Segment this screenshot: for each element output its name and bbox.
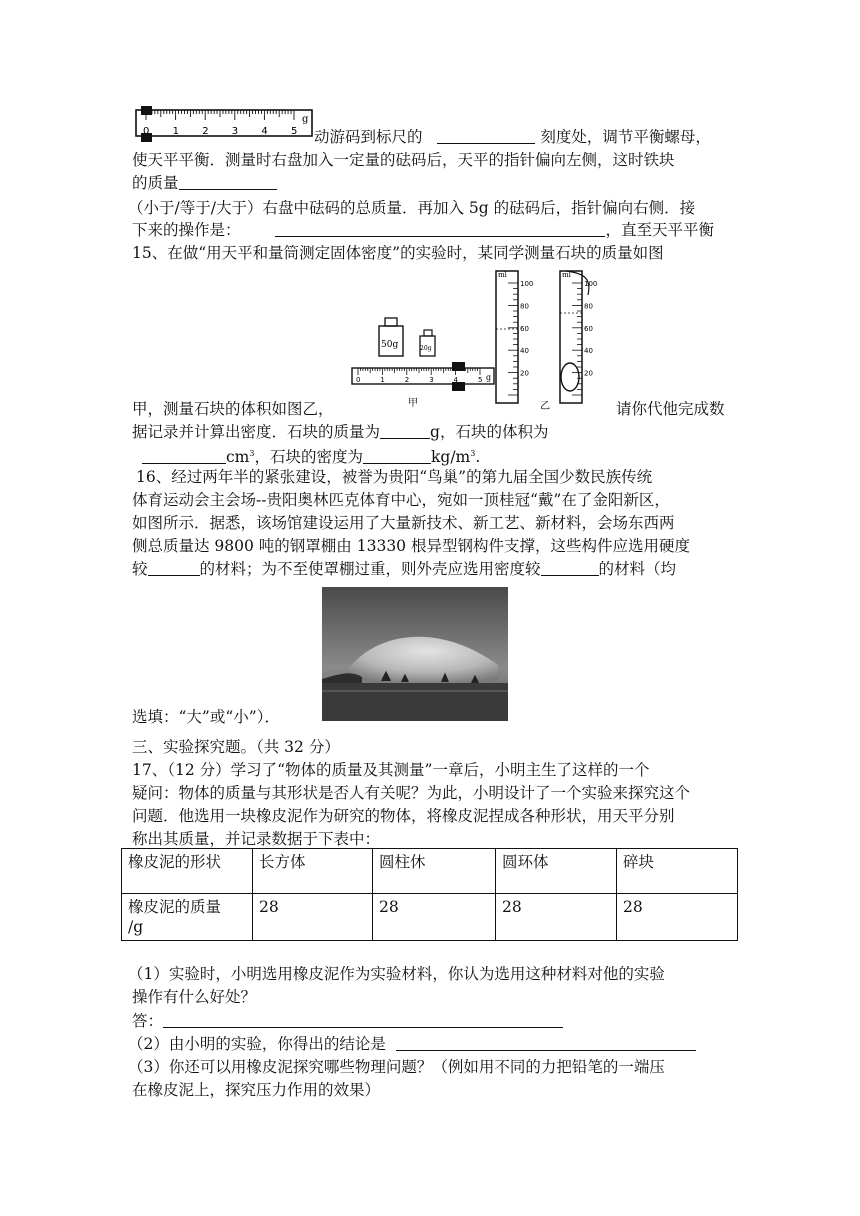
clay-mass-table (121, 848, 738, 941)
stadium-photo (322, 587, 508, 721)
scale-tick-label: 2 (404, 376, 410, 384)
cylinder-tick-label: 80 (520, 302, 529, 311)
table-cell: 长方体 (253, 849, 373, 894)
q16-line3: 如图所示．据悉，该场馆建设运用了大量新技术、新工艺、新材料，会场东西两 (132, 514, 675, 532)
ruler-tick-label: 2 (202, 126, 209, 137)
q14-line4: （小于/等于/大于）右盘中砝码的总质量．再加入 5g 的砝码后，指针偏向右侧．接 (128, 199, 696, 217)
ruler-figure (132, 104, 316, 142)
q15-line3: 据记录并计算出密度．石块的质量为 g，石块的体积为 (132, 423, 549, 441)
ruler-tick-label: 3 (231, 126, 239, 137)
cylinder-tick-label: 60 (584, 324, 593, 333)
q17-p2: （2）由小明的实验，你得出的结论是 (128, 1033, 696, 1055)
q17-p1-a: （1）实验时，小明选用橡皮泥作为实验材料，你认为选用这种材料对他的实验 (128, 965, 665, 983)
table-cell: 圆柱休 (373, 849, 496, 894)
q17-p3-a: （3）你还可以用橡皮泥探究哪些物理问题？（例如用不同的力把铅笔的一端压 (128, 1058, 665, 1076)
table-row (122, 894, 738, 941)
table-cell: 圆环体 (496, 849, 617, 894)
cylinder-unit-left: ml (498, 271, 507, 279)
cylinder-tick-label: 40 (520, 347, 529, 356)
q17-line3: 问题．他选用一块橡皮泥作为研究的物体，将橡皮泥捏成各种形状，用天平分别 (132, 807, 675, 825)
q16-line4: 侧总质量达 9800 吨的钢罩棚由 13330 根异型钢构件支撑，这些构件应选用硬度 (132, 537, 690, 555)
table-cell: 橡皮泥的形状 (122, 849, 253, 894)
q17-line4: 称出其质量，并记录数据于下表中： (132, 830, 381, 848)
q16-line6: 选填：“大”或“小”）． (132, 708, 280, 726)
ruler-tick-label: 0 (143, 126, 150, 137)
weight-50g-label: 50g (381, 340, 399, 350)
q17-p3-b: 在橡皮泥上，探究压力作用的效果） (132, 1081, 381, 1099)
q15-line2: 甲，测量石块的体积如图乙， (132, 400, 334, 418)
table-cell: 28 (253, 894, 373, 941)
scale-tick-label: 3 (429, 376, 434, 384)
section-3-title: 三、实验探究题。（共 32 分） (132, 738, 340, 756)
rider-icon (452, 362, 465, 371)
ruler-tick-label: 5 (291, 126, 298, 137)
cylinder-tick-label: 20 (584, 369, 593, 378)
scale-unit: g (486, 373, 492, 382)
table-cell: 碎块 (617, 849, 738, 894)
table-cell: 28 (496, 894, 617, 941)
scale-tick-label: 0 (356, 376, 361, 384)
cylinders-figure-yi (492, 265, 616, 411)
q14-line5: 下来的操作是： ，直至天平平衡 (132, 221, 714, 239)
balance-figure-jia (340, 316, 500, 408)
q17-answer: 答： (132, 1010, 563, 1032)
ruler-tick-label: 4 (261, 126, 268, 137)
cylinder-tick-label: 100 (520, 280, 534, 288)
cylinder-tick-label: 80 (584, 302, 593, 311)
figure-label-jia: 甲 (408, 398, 418, 408)
q17-line1: 17、（12 分）学习了“物体的质量及其测量”一章后，小明主生了这样的一个 (132, 761, 650, 779)
scale-tick-label: 5 (478, 376, 483, 384)
q15-line2-right: 请你代他完成数 (616, 400, 725, 418)
q14-line2: 使天平平衡．测量时右盘加入一定量的砝码后，天平的指针偏向左侧，这时铁块 (132, 151, 675, 169)
q16-line1: 16、经过两年半的紧张建设，被誉为贵阳“鸟巢”的第九届全国少数民族传统 (136, 468, 653, 486)
cylinder-tick-label: 40 (584, 347, 593, 356)
figure-label-yi: 乙 (540, 401, 550, 411)
scale-tick-label: 1 (380, 376, 385, 384)
table-cell: 28 (617, 894, 738, 941)
cylinder-tick-label: 20 (520, 369, 529, 378)
table-cell: 橡皮泥的质量 /g (122, 894, 253, 941)
rider-top-icon (141, 106, 152, 115)
q14-line1: 动游码到标尺的 刻度处，调节平衡螺母， (314, 128, 711, 146)
cylinder-tick-label: 60 (520, 324, 529, 333)
q15-line4: $cm^3$，石块的密度为 $kg/m^3$. (132, 443, 480, 468)
ruler-unit: g (302, 114, 309, 125)
ruler-tick-label: 1 (172, 126, 179, 137)
q15-line1: 15、在做“用天平和量筒测定固体密度”的实验时，某同学测量石块的质量如图 (132, 244, 664, 262)
scale-tick-label: 4 (453, 376, 459, 384)
q17-p1-b: 操作有什么好处？ (132, 988, 257, 1006)
q17-line2: 疑问：物体的质量与其形状是否人有关呢？为此，小明设计了一个实验来探究这个 (132, 784, 691, 802)
weight-20g-label: 20g (420, 345, 432, 352)
q16-line5: 较 的材料；为不至使罩棚过重，则外壳应选用密度较 的材料（均 (132, 560, 677, 578)
stone-icon (561, 363, 579, 391)
table-row (122, 849, 738, 894)
table-cell: 28 (373, 894, 496, 941)
cylinder-tick-label: 100 (584, 280, 598, 288)
cylinder-unit-right: ml (562, 271, 571, 279)
q16-line2: 体育运动会主会场--贵阳奥林匹克体育中心，宛如一顶桂冠“戴”在了金阳新区， (132, 491, 670, 509)
q14-line3: 的质量 (132, 172, 277, 194)
